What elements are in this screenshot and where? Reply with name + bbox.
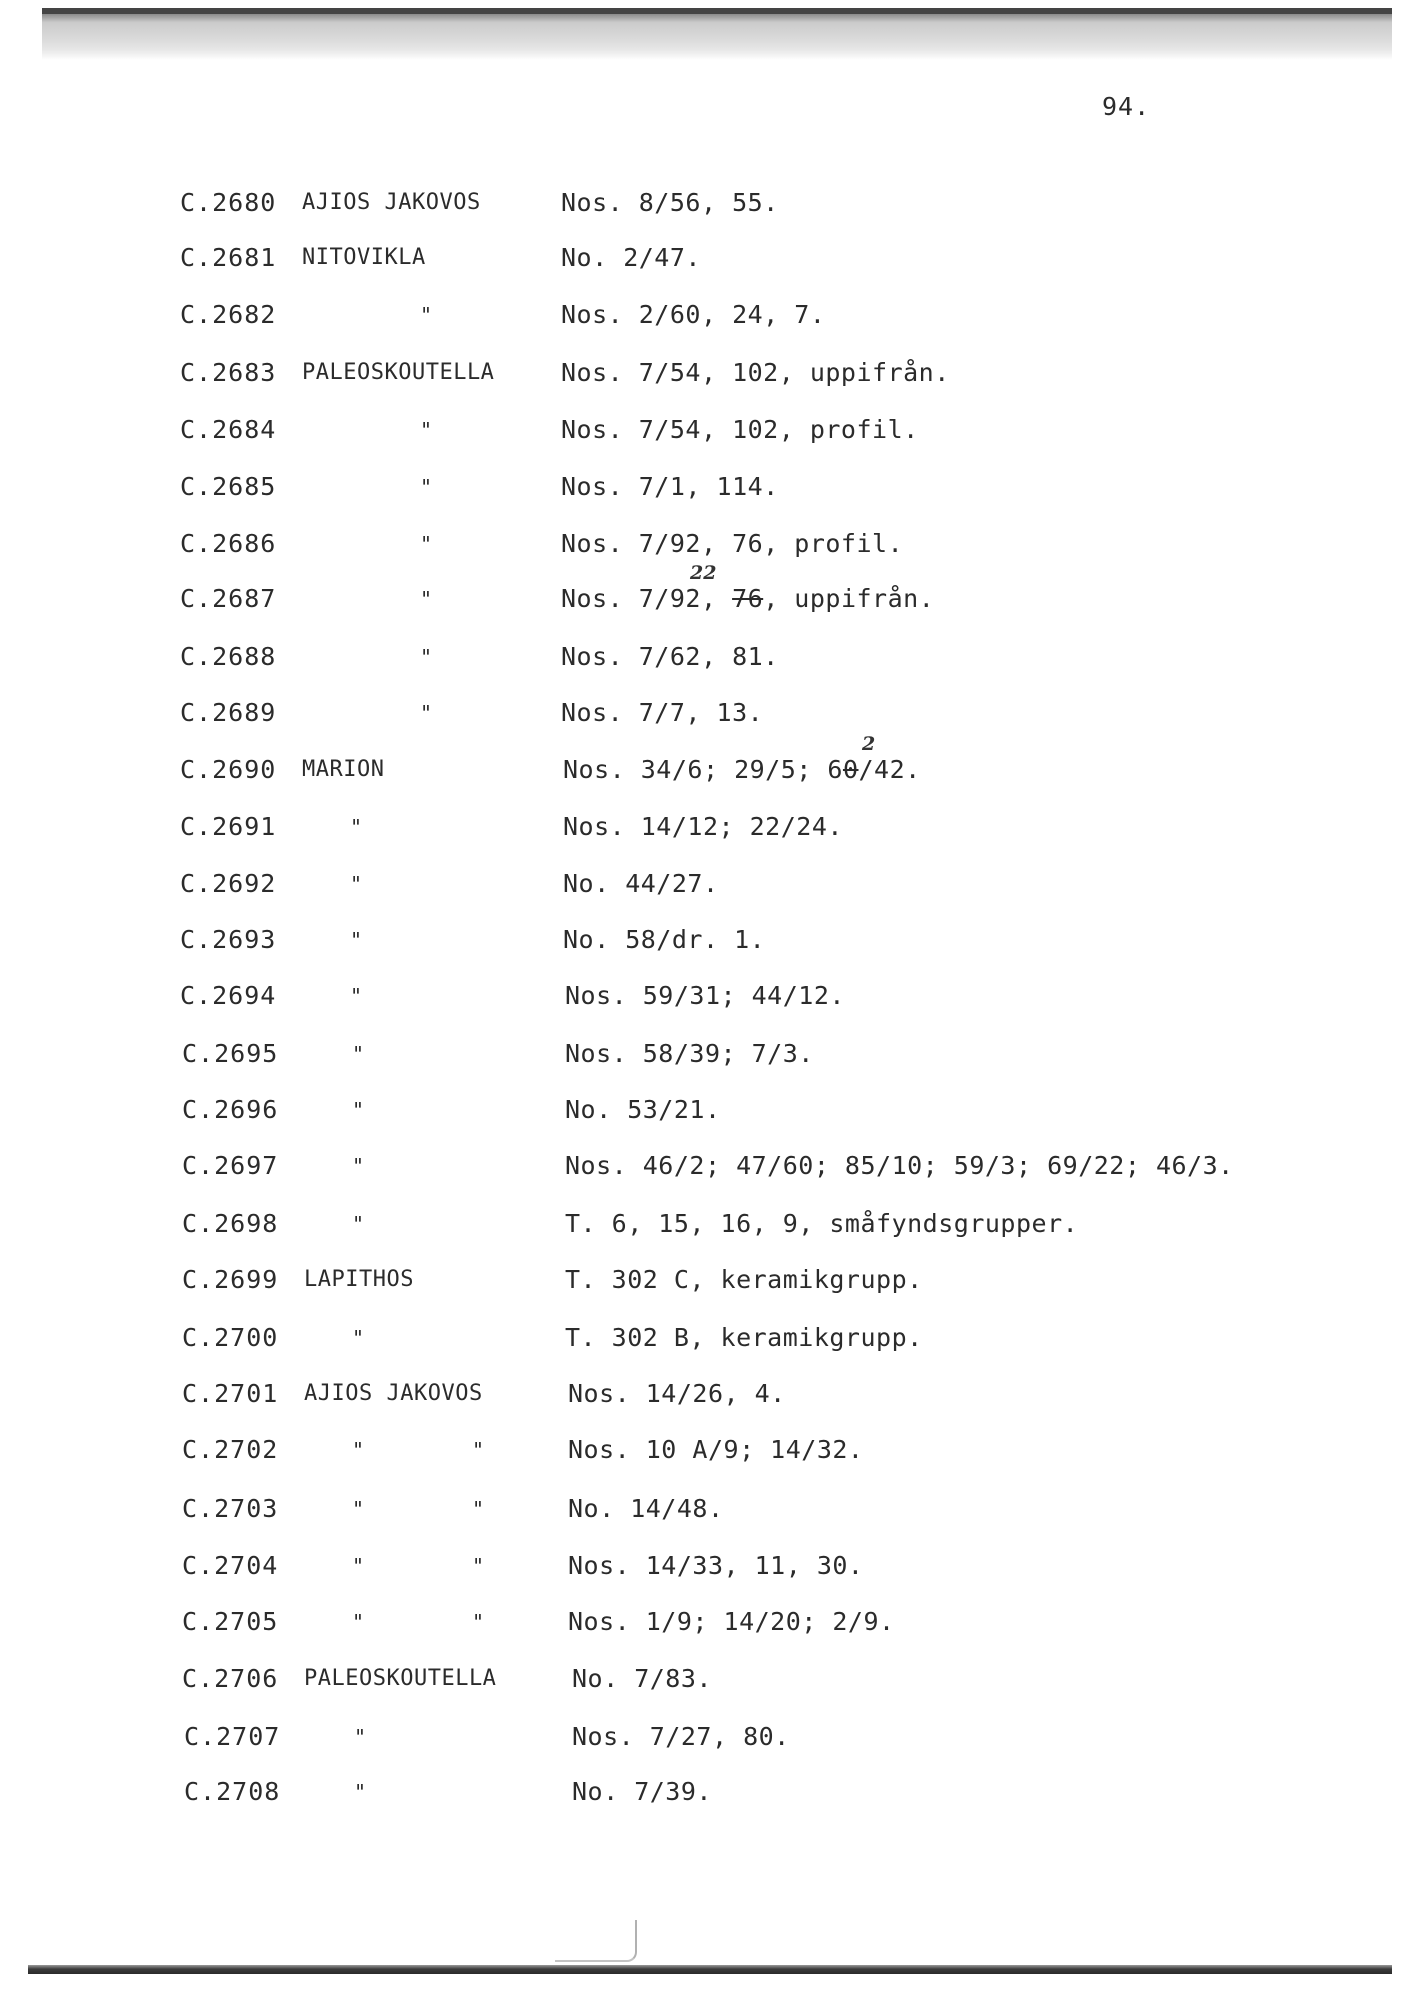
struck-out-number: 0 — [842, 755, 859, 784]
ditto-mark: " — [350, 872, 363, 896]
entry-site: AJIOS JAKOVOS — [304, 1381, 483, 1406]
ditto-mark-second: " — [472, 1438, 485, 1462]
entry-references: Nos. 14/26, 4. — [568, 1379, 786, 1408]
entry-code: C.2698 — [182, 1209, 279, 1238]
entry-references: T. 302 B, keramikgrupp. — [565, 1323, 923, 1352]
entry-references: No. 44/27. — [563, 869, 719, 898]
references-part: /42. — [858, 755, 921, 784]
ditto-mark: " — [352, 1610, 365, 1634]
entry-code: C.2705 — [182, 1607, 279, 1636]
ditto-mark: " — [352, 1042, 365, 1066]
references-part: Nos. 7/92, — [561, 584, 733, 613]
handwritten-correction: 22 — [690, 562, 717, 584]
ditto-mark: " — [420, 532, 433, 556]
entry-site: AJIOS JAKOVOS — [302, 190, 481, 215]
entry-code: C.2706 — [182, 1664, 279, 1693]
entry-code: C.2699 — [182, 1265, 279, 1294]
entry-code: C.2702 — [182, 1435, 279, 1464]
entry-references: Nos. 7/27, 80. — [572, 1722, 790, 1751]
entry-code: C.2695 — [182, 1039, 279, 1068]
entry-references — [561, 579, 934, 619]
entry-code: C.2701 — [182, 1379, 279, 1408]
entry-code: C.2696 — [182, 1095, 279, 1124]
entry-code: C.2688 — [180, 642, 277, 671]
entry-code: C.2680 — [180, 188, 277, 217]
entry-code: C.2682 — [180, 300, 277, 329]
ditto-mark: " — [352, 1154, 365, 1178]
entry-references: Nos. 7/54, 102, profil. — [561, 415, 919, 444]
entry-references: Nos. 10 A/9; 14/32. — [568, 1435, 864, 1464]
entry-references: T. 6, 15, 16, 9, småfyndsgrupper. — [565, 1209, 1079, 1238]
entry-code: C.2686 — [180, 529, 277, 558]
ditto-mark: " — [420, 587, 433, 611]
ditto-mark: " — [354, 1780, 367, 1804]
entry-references: Nos. 14/12; 22/24. — [563, 812, 843, 841]
entry-references: No. 14/48. — [568, 1494, 724, 1523]
entry-references: Nos. 7/7, 13. — [561, 698, 764, 727]
entry-references: Nos. 2/60, 24, 7. — [561, 300, 826, 329]
entry-references: Nos. 58/39; 7/3. — [565, 1039, 814, 1068]
ditto-mark: " — [352, 1438, 365, 1462]
ditto-mark: " — [352, 1098, 365, 1122]
page-number: 94. — [1102, 92, 1151, 121]
entry-code: C.2685 — [180, 472, 277, 501]
ditto-mark: " — [352, 1554, 365, 1578]
ditto-mark: " — [354, 1725, 367, 1749]
entry-references: Nos. 59/31; 44/12. — [565, 981, 845, 1010]
entry-references: Nos. 8/56, 55. — [561, 188, 779, 217]
entry-code: C.2692 — [180, 869, 277, 898]
ditto-mark: " — [420, 645, 433, 669]
entry-references: Nos. 7/54, 102, uppifrån. — [561, 358, 950, 387]
entry-code: C.2683 — [180, 358, 277, 387]
entry-code: C.2687 — [180, 584, 277, 613]
ditto-mark: " — [352, 1497, 365, 1521]
ditto-mark: " — [420, 701, 433, 725]
entry-site: LAPITHOS — [304, 1267, 414, 1292]
entry-site: NITOVIKLA — [302, 245, 426, 270]
ditto-mark: " — [350, 815, 363, 839]
entry-code: C.2690 — [180, 755, 277, 784]
struck-out-number: 76 — [732, 584, 764, 613]
ditto-mark-second: " — [472, 1554, 485, 1578]
entry-site: MARION — [302, 757, 385, 782]
ditto-mark: " — [352, 1326, 365, 1350]
ditto-mark: " — [420, 475, 433, 499]
entry-references: Nos. 7/92, 76, profil. — [561, 529, 904, 558]
entry-code: C.2693 — [180, 925, 277, 954]
entry-code: C.2700 — [182, 1323, 279, 1352]
entry-code: C.2704 — [182, 1551, 279, 1580]
scan-edge-bottom — [28, 1965, 1392, 1974]
entry-references: No. 7/39. — [572, 1777, 712, 1806]
ditto-mark: " — [420, 418, 433, 442]
entry-code: C.2694 — [180, 981, 277, 1010]
ditto-mark: " — [350, 928, 363, 952]
entry-code: C.2689 — [180, 698, 277, 727]
entry-references: T. 302 C, keramikgrupp. — [565, 1265, 923, 1294]
entry-code: C.2707 — [184, 1722, 281, 1751]
ditto-mark-second: " — [472, 1497, 485, 1521]
entry-references: Nos. 1/9; 14/20; 2/9. — [568, 1607, 895, 1636]
ditto-mark: " — [352, 1212, 365, 1236]
ditto-mark-second: " — [472, 1610, 485, 1634]
entry-code: C.2708 — [184, 1777, 281, 1806]
entry-code: C.2684 — [180, 415, 277, 444]
entry-references: No. 58/dr. 1. — [563, 925, 766, 954]
handwritten-correction: 2 — [862, 733, 876, 755]
entry-references: Nos. 46/2; 47/60; 85/10; 59/3; 69/22; 46/3. — [565, 1151, 1234, 1180]
entry-references: Nos. 7/62, 81. — [561, 642, 779, 671]
entry-site: PALEOSKOUTELLA — [304, 1666, 497, 1691]
entry-code: C.2691 — [180, 812, 277, 841]
entry-code: C.2697 — [182, 1151, 279, 1180]
references-part: Nos. 34/6; 29/5; 6 — [563, 755, 843, 784]
entry-code: C.2703 — [182, 1494, 279, 1523]
entry-references: No. 7/83. — [572, 1664, 712, 1693]
ditto-mark: " — [350, 984, 363, 1008]
ditto-mark: " — [420, 303, 433, 327]
scan-edge-top — [42, 8, 1392, 60]
entry-references: No. 2/47. — [561, 243, 701, 272]
entry-site: PALEOSKOUTELLA — [302, 360, 495, 385]
entry-references: No. 53/21. — [565, 1095, 721, 1124]
scan-smudge — [555, 1920, 637, 1962]
entry-references: Nos. 14/33, 11, 30. — [568, 1551, 864, 1580]
entry-code: C.2681 — [180, 243, 277, 272]
references-part: , uppifrån. — [763, 584, 935, 613]
entry-references: Nos. 7/1, 114. — [561, 472, 779, 501]
